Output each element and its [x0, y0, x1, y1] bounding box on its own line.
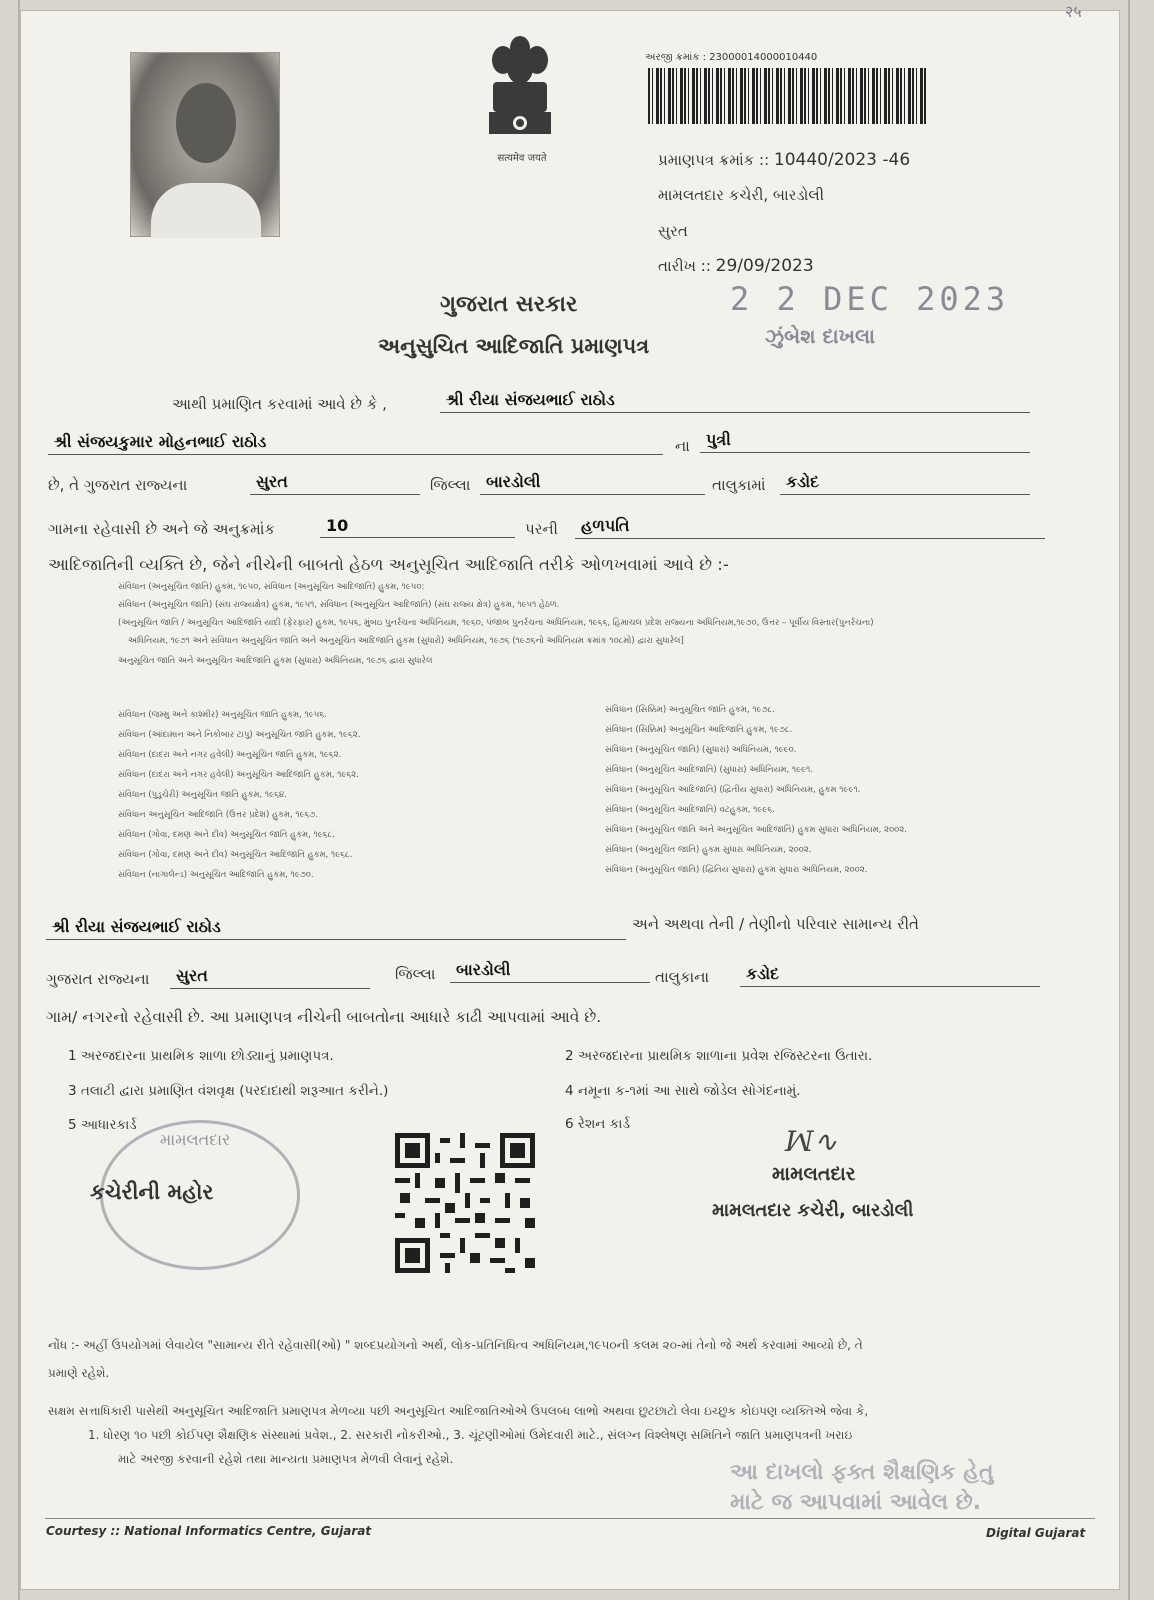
- note-line-4: 1. ધોરણ ૧૦ પછી કોઈપણ શૈક્ષણિક સંસ્થામાં પ્રવેશ., 2. સરકારી નોકરીઓ., 3. ચૂંટણીઓમાં ઉમેદવારી માટે., સંલગ્ન વિશ્લેષણ સમિતિને જાતિ પ્રમાણપત્રની ખરાઇ: [88, 1428, 853, 1442]
- order-right-7: સંવિધાન (અનુસૂચિત જાતિ અને અનુસૂચિત આદિજાતિ) હુકમ સુધારા અધિનિયમ, ૨૦૦૨.: [605, 825, 907, 835]
- emblem-caption: सत्यमेव जयते: [497, 153, 547, 164]
- issue-date: [658, 256, 814, 276]
- certificate-paper: [20, 10, 1120, 1590]
- footer-divider: [45, 1518, 1095, 1519]
- district-label: જિલ્લા: [430, 476, 471, 494]
- order-left-5: સંવિધાન (પુડુચેરી) અનુસૂચિત જાતિ હુકમ, ૧૯૬૪.: [118, 790, 287, 800]
- applicant-photo: [130, 52, 280, 237]
- residence-district: સુરત: [170, 966, 370, 989]
- order-right-8: સંવિધાન (અનુસૂચિત જાતિ) હુકમ સુધારા અધિનિયમ, ૨૦૦૨.: [605, 845, 812, 855]
- order-left-9: સંવિધાન (નાગાલેન્ડ) અનુસૂચિત આદિજાતિ હુકમ, ૧૯૭૦.: [118, 870, 314, 880]
- order-left-2: સંવિધાન (આંદામાન અને નિકોબાર ટાપુ) અનુસૂચિત જાતિ હુકમ, ૧૯૬૨.: [118, 730, 361, 740]
- residence-taluka: બારડોલી: [450, 960, 650, 983]
- order-left-1: સંવિધાન (જમ્મુ અને કાશ્મીર) અનુસૂચિત જાતિ હુકમ, ૧૯૫૬.: [118, 710, 327, 720]
- document-item-1: 1 અરજદારના પ્રાથમિક શાળા છોડ્યાનું પ્રમાણપત્ર.: [68, 1048, 334, 1064]
- basis-statement: ગામ/ નગરનો રહેવાસી છે. આ પ્રમાણપત્ર નીચેની બાબતોના આધારે કાઢી આપવામાં આવે છે.: [46, 1008, 602, 1026]
- certificate-number-value: 10440/2023 -46: [773, 150, 911, 170]
- district-line: સુરત: [658, 222, 688, 240]
- issue-date-label: તારીખ ::: [658, 257, 711, 275]
- document-item-5: 5 આધારકાર્ડ: [68, 1117, 137, 1133]
- na-label: ના: [675, 437, 690, 455]
- photo-shirt: [151, 183, 261, 238]
- taluka-value: બારડોલી: [480, 472, 705, 495]
- certificate-number: [658, 150, 910, 170]
- certify-prefix: આથી પ્રમાણિત કરવામાં આવે છે કે ,: [172, 395, 387, 413]
- stamp-date: 2 2 DEC 2023: [730, 280, 1010, 318]
- note-line-5: માટે અરજી કરવાની રહેશે તથા માન્યતા પ્રમાણપત્ર મેળવી લેવાનું રહેશે.: [118, 1452, 454, 1466]
- residence-state-prefix: ગુજરાત રાજ્યના: [46, 970, 150, 988]
- corner-mark: २५: [1065, 2, 1082, 21]
- note-line-3: સક્ષમ સત્તાધિકારી પાસેથી અનુસૂચિત આદિજાતિ પ્રમાણપત્ર મેળવ્યા પછી અનુસૂચિત આદિજાતિઓએ ઉપલબ્ધ લાભો અથવા છુટછાટો લેવા ઇચ્છુક કોઇપણ વ્યક્તિએ જેવા કે,: [48, 1404, 869, 1418]
- barcode: [648, 68, 928, 124]
- state-prefix: છે, તે ગુજરાત રાજ્યના: [48, 476, 188, 494]
- taluka-label: તાલુકામાં: [712, 476, 766, 494]
- document-item-3: 3 તલાટી દ્વારા પ્રમાણિત વંશવૃક્ષ (પરદાદાથી શરૂઆત કરીને.): [68, 1083, 389, 1099]
- residence-taluka-label: તાલુકાના: [655, 968, 710, 986]
- issue-date-value: 29/09/2023: [715, 256, 814, 276]
- order-top-2: સંવિધાન (અનુસૂચિત જાતિ) (સંઘ રાજ્યક્ષેત્ર) હુકમ, ૧૯૫૧, સંવિધાન (અનુસૂચિત આદિજાતિ) (સંઘ રાજ્ય ક્ષેત્ર) હુકમ, ૧૯૫૧ હેઠળ.: [118, 600, 560, 610]
- father-name: શ્રી સંજયકુમાર મોહનભાઈ રાઠોડ: [48, 432, 663, 455]
- stamp-label: ઝુંબેશ દાખલા: [765, 324, 876, 348]
- seal-top-text: મામલતદાર: [160, 1130, 231, 1149]
- order-top-4: અધિનિયમ, ૧૯૭૧ અને સંવિધાન અનુસૂચિત જાતિ અને અનુસૂચિત આદિજાતિ હુકમ (સુધારો) અધિનિયમ, ૧૯૭૬ (૧૯૭૬નો અધિનિયમ ક્રમાંક ૧૦૮મો) દ્વારા સુધારેલ]: [128, 636, 684, 646]
- order-right-2: સંવિધાન (સિક્કિમ) અનુસૂચિત આદિજાતિ હુકમ, ૧૯૭૮.: [605, 725, 793, 735]
- relation: પુત્રી: [700, 430, 1030, 453]
- order-left-7: સંવિધાન (ગોવા, દમણ અને દીવ) અનુસૂચિત જાતિ હુકમ, ૧૯૬૮.: [118, 830, 335, 840]
- seal-label: કચેરીની મહોર: [90, 1180, 214, 1204]
- signature-mark: ꟽ∿: [785, 1125, 838, 1158]
- residence-district-label: જિલ્લા: [395, 965, 436, 983]
- order-right-4: સંવિધાન (અનુસૂચિત આદિજાતિ) (સુધારા) અધિનિયમ, ૧૯૯૧.: [605, 765, 814, 775]
- person-name: શ્રી રીયા સંજયભાઈ રાઠોડ: [440, 390, 1030, 413]
- order-top-5: અનુસૂચિત જાતિ અને અનુસૂચિત આદિજાતિ હુકમ (સુધારા) અધિનિયમ, ૧૯૭૬ દ્વારા સુધારેલ: [118, 656, 433, 666]
- qr-code-icon: [395, 1133, 535, 1273]
- government-title: ગુજરાત સરકાર: [440, 292, 578, 317]
- certificate-title: અનુસુચિત આદિજાતિ પ્રમાણપત્ર: [378, 334, 650, 358]
- footer-courtesy: Courtesy :: National Informatics Centre, Gujarat: [46, 1524, 372, 1538]
- tribe-name: હળપતિ: [575, 516, 1045, 539]
- faded-stamp-line-2: માટે જ આપવામાં આવેલ છે.: [730, 1490, 982, 1515]
- faded-stamp-line-1: આ દાખલો ફક્ત શૈક્ષણિક હેતુ: [730, 1460, 994, 1485]
- order-right-6: સંવિધાન (અનુસૂચિત આદિજાતિ) વટહુકમ, ૧૯૯૬.: [605, 805, 775, 815]
- residence-village: કડોદ: [740, 964, 1040, 987]
- document-item-2: 2 અરજદારના પ્રાથમિક શાળાના પ્રવેશ રજિસ્ટરના ઉતારા.: [565, 1048, 873, 1064]
- national-emblem-icon: [475, 30, 565, 165]
- serial-number: 10: [320, 516, 515, 538]
- document-item-4: 4 નમૂના ક-૧માં આ સાથે જોડેલ સોગંદનામું.: [565, 1083, 801, 1099]
- note-line-2: પ્રમાણે રહેશે.: [48, 1366, 110, 1380]
- order-right-1: સંવિધાન (સિક્કિમ) અનુસૂચિત જાતિ હુકમ, ૧૯૭૮.: [605, 705, 775, 715]
- order-top-1: સંવિધાન (અનુસૂચિત જાતિ) હુકમ, ૧૯૫૦, સંવિધાન (અનુસૂચિત આદિજાતિ) હુકમ, ૧૯૫૦:: [118, 582, 425, 592]
- document-item-6: 6 રેશન કાર્ડ: [565, 1116, 630, 1132]
- district-value: સુરત: [250, 472, 420, 495]
- order-left-8: સંવિધાન (ગોવા, દમણ અને દીવ) અનુસૂચિત આદિજાતિ હુકમ, ૧૯૬૮.: [118, 850, 353, 860]
- footer-brand: Digital Gujarat: [986, 1526, 1086, 1540]
- residence-person-name: શ્રી રીયા સંજયભાઈ રાઠોડ: [46, 917, 626, 940]
- resident-prefix: ગામના રહેવાસી છે અને જે અનુક્રમાંક: [48, 520, 276, 538]
- order-right-5: સંવિધાન (અનુસૂચિત આદિજાતિ) (દ્વિતીય સુધારા) અધિનિયમ, હુકમ ૧૯૯૧.: [605, 785, 861, 795]
- signatory-designation: મામલતદાર: [772, 1163, 856, 1185]
- family-statement: અને અથવા તેની / તેણીનો પરિવાર સામાન્ય રીતે: [632, 915, 919, 933]
- order-top-3: (અનુસૂચિત જાતિ / અનુસૂચિત આદિજાતિ યાદી (ફેરફાર) હુકમ, ૧૯૫૬, મુંબઇ પુનર્રચના અધિનિયમ, ૧૯૬૦, પંજાબ પુનર્રચના અધિનિયમ, ૧૯૬૬, હિમાચલ પ્રદેશ રાજ્યના અધિનિયમ,૧૯૭૦, ઉત્તર – પૂર્વીય વિસ્તાર(પુનર્રચના): [118, 618, 874, 628]
- tribe-statement: આદિજાતિની વ્યક્તિ છે, જેને નીચેની બાબતો હેઠળ અનુસૂચિત આદિજાતિ તરીકે ઓળખવામાં આવે છે :-: [48, 555, 729, 574]
- signatory-office: મામલતદાર કચેરી, બારડોલી: [712, 1200, 914, 1221]
- note-line-1: નોંધ :- અહીં ઉપયોગમાં લેવાયેલ "સામાન્ય રીતે રહેવાસી(ઓ) " શબ્દપ્રયોગનો અર્થ, લોક-પ્રતિનિધિત્વ અધિનિયમ,૧૯૫૦ની કલમ ૨૦-માં તેનો જે અર્થ કરવામાં આવ્યો છે, તે: [48, 1338, 863, 1352]
- order-left-4: સંવિધાન (દાદરા અને નગર હવેલી) અનુસૂચિત આદિજાતિ હુકમ, ૧૯૬૨.: [118, 770, 359, 780]
- order-right-9: સંવિધાન (અનુસૂચિત જાતિ) (દ્વિતિય સુધારા) હુકમ સુધારા અધિનિયમ, ૨૦૦૨.: [605, 865, 868, 875]
- order-right-3: સંવિધાન (અનુસૂચિત જાતિ) (સુધારા) અધિનિયમ, ૧૯૯૦.: [605, 745, 797, 755]
- application-number: અરજી ક્રમાંક : 23000014000010440: [645, 52, 818, 63]
- order-left-6: સંવિધાન અનુસૂચિત આદિજાતિ (ઉત્તર પ્રદેશ) હુકમ, ૧૯૬૭.: [118, 810, 319, 820]
- photo-face: [176, 83, 236, 163]
- order-left-3: સંવિધાન (દાદરા અને નગર હવેલી) અનુસૂચિત જાતિ હુકમ, ૧૯૬૨.: [118, 750, 342, 760]
- certificate-number-label: પ્રમાણપત્ર ક્રમાંક ::: [658, 151, 770, 169]
- upon-label: પરની: [525, 520, 558, 538]
- paper-edge-right: [1128, 0, 1130, 1600]
- village-value: કડોદ: [780, 472, 1030, 495]
- office-line: મામલતદાર કચેરી, બારડોલી: [658, 186, 824, 204]
